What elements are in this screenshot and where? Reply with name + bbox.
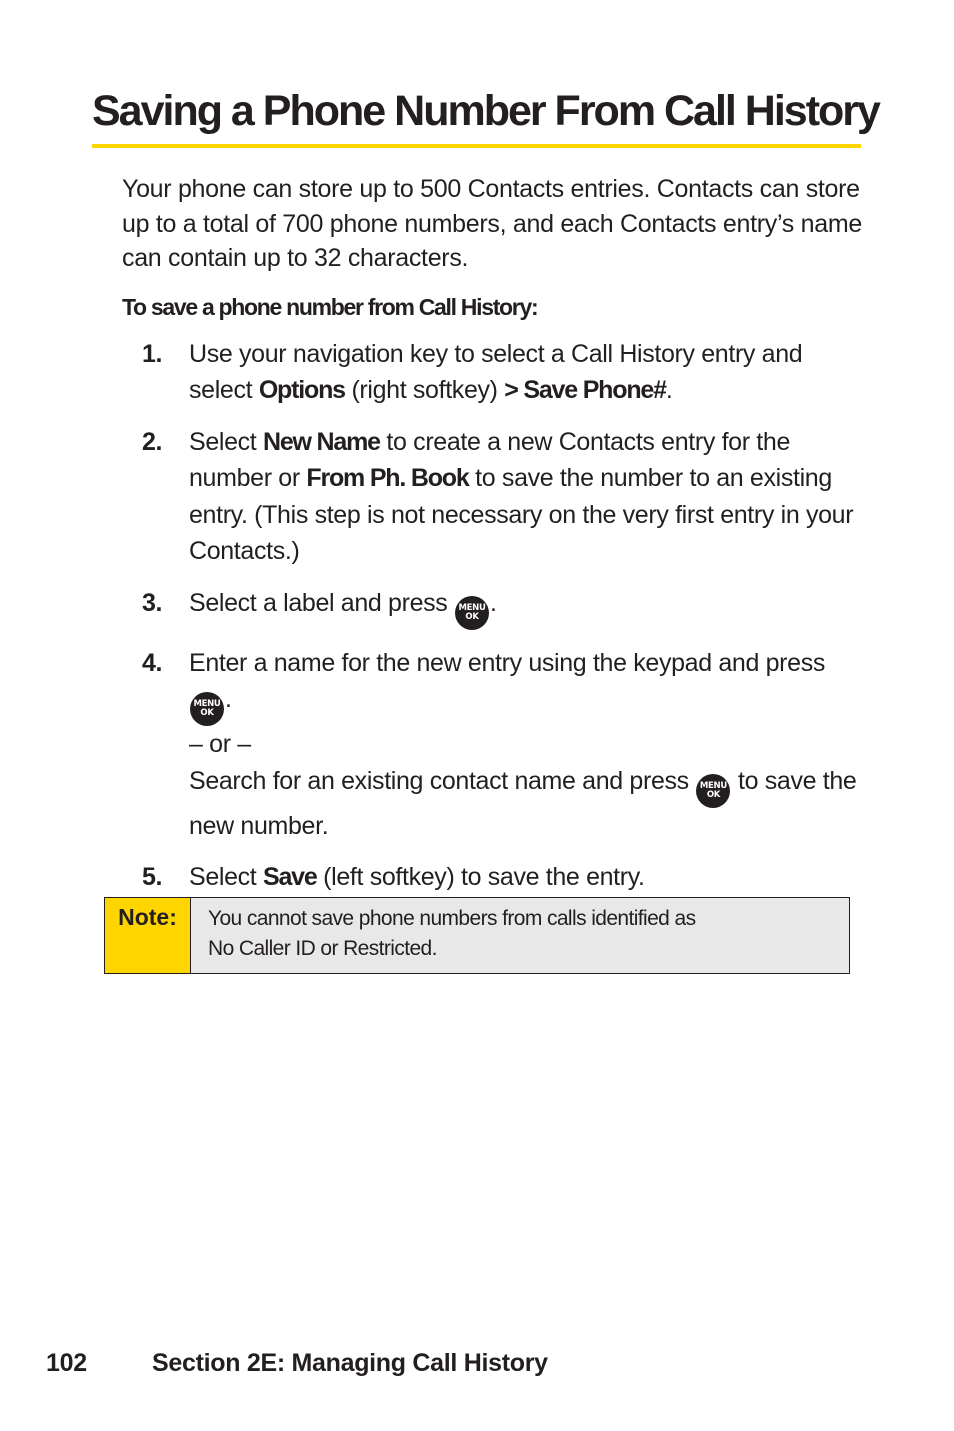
menu-ok-icon-top: MENU xyxy=(193,699,221,709)
step-number: 5. xyxy=(142,863,163,891)
step-4 xyxy=(122,645,862,845)
main-content xyxy=(122,172,862,911)
step-number: 3. xyxy=(142,588,163,617)
title-rule xyxy=(92,144,861,148)
from-ph-book-term: From Ph. Book xyxy=(306,464,469,492)
step-number: 2. xyxy=(142,427,163,456)
step-text: Select xyxy=(189,863,263,891)
step-text: (right softkey) xyxy=(344,376,505,404)
save-term: Save xyxy=(262,863,317,891)
menu-ok-icon-top: MENU xyxy=(458,602,486,613)
new-name-term: New Name xyxy=(262,427,380,456)
steps-list xyxy=(122,336,862,896)
step-text: to save the number to an existing entry. (This step is not necessary on the very first entry in your Contacts.) xyxy=(189,464,854,565)
note-box xyxy=(104,897,850,974)
page-title: Saving a Phone Number From Call History xyxy=(92,87,879,135)
step-5 xyxy=(122,859,862,896)
note-text xyxy=(191,898,695,973)
step-text: Search for an existing contact name and press xyxy=(189,766,696,795)
note-line-2: No Caller ID or Restricted. xyxy=(208,937,437,960)
step-text: . xyxy=(665,376,673,404)
menu-ok-key-icon xyxy=(455,596,489,630)
step-text: . xyxy=(490,588,497,617)
section-title: Section 2E: Managing Call History xyxy=(152,1349,548,1377)
step-number: 1. xyxy=(142,339,163,368)
page-footer xyxy=(46,1349,548,1378)
menu-ok-key-icon xyxy=(696,774,730,808)
procedure-heading: To save a phone number from Call History: xyxy=(122,293,538,320)
step-text: to create a new Contacts entry for the number or xyxy=(189,427,791,492)
step-text: Use your navigation key to select a Call History entry and select xyxy=(189,339,803,404)
note-label: Note: xyxy=(105,898,191,973)
options-term: Options xyxy=(258,376,345,404)
menu-ok-key-icon xyxy=(190,692,224,726)
step-text: Enter a name for the new entry using the keypad and press xyxy=(189,648,825,677)
menu-ok-icon-bottom: OK xyxy=(200,708,214,718)
step-text: Select xyxy=(189,427,263,456)
menu-ok-icon-bottom: OK xyxy=(465,611,479,622)
save-phone-term: > Save Phone# xyxy=(504,376,666,404)
intro-paragraph: Your phone can store up to 500 Contacts entries. Contacts can store up to a total of 700 phone numbers, and each Contacts entry’s name can contain up to 32 characters. xyxy=(122,175,862,272)
step-2 xyxy=(122,424,862,570)
step-text: . xyxy=(225,685,232,713)
step-number: 4. xyxy=(142,648,163,677)
step-1 xyxy=(122,336,862,409)
step-text: Select a label and press xyxy=(189,588,455,617)
note-line-1: You cannot save phone numbers from calls identified as xyxy=(208,907,696,930)
menu-ok-icon-bottom: OK xyxy=(706,789,721,800)
or-separator: – or – xyxy=(189,730,251,758)
page-number: 102 xyxy=(46,1349,87,1377)
step-text: (left softkey) to save the entry. xyxy=(316,863,645,891)
menu-ok-icon-top: MENU xyxy=(699,780,727,791)
step-text: to save the new number. xyxy=(189,766,857,840)
step-3 xyxy=(122,585,862,630)
